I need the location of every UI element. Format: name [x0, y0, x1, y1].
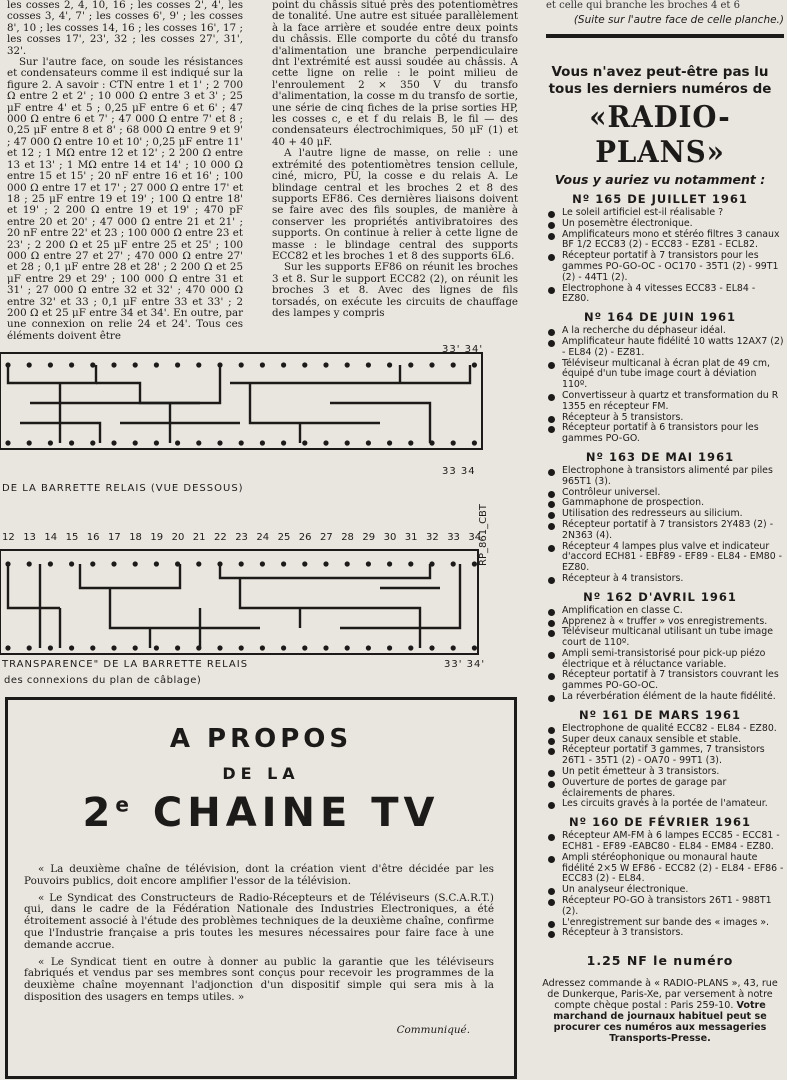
terminal-number: 29 [362, 532, 376, 543]
continued-note: (Suite sur l'autre face de celle planche.) [573, 14, 784, 26]
list-item: Ampli semi-transistorisé pour pick-up piézo électrique et à réluctance variable. [548, 649, 784, 671]
terminal-label-top: 33' 34' [442, 344, 484, 355]
terminal-pin [48, 645, 53, 650]
terminal-pin [69, 645, 74, 650]
issue-title: Nº 162 D'AVRIL 1961 [583, 589, 737, 604]
terminal-pin [323, 362, 328, 367]
terminal-number: 19 [150, 532, 164, 543]
list-item: Gammaphone de prospection. [548, 498, 784, 509]
paragraph: point du châssis situé près des potentiomètres de tonalité. Une autre est située parallèlement à la face arrière et soudée entre deux points du châssis. Elle comporte du côté du transfo d'alimentation une branche perpendiculaire dnt l'extrémité est aussi soudée au châssis. A cette ligne on relie : le point milieu de l'enroulement 2 × 350 V du transfo d'alimentation, la cosse m du transfo de sortie, une série de cinq fiches de la prise sorties HP, les cosses c, e et f du relais B, le fil — des condensateurs électrochimiques, 50 μF (1) et 40 + 40 μF. [272, 0, 518, 148]
terminal-pin [90, 440, 95, 445]
terminal-pin [175, 362, 180, 367]
list-item: Un posemètre électronique. [548, 219, 784, 230]
terminal-number: 26 [298, 532, 312, 543]
terminal-pin [5, 440, 10, 445]
terminal-pin [48, 362, 53, 367]
list-item: Le soleil artificiel est-il réalisable ? [548, 208, 784, 219]
terminal-pin [260, 561, 265, 566]
terminal-pin [154, 440, 159, 445]
terminal-number: 21 [192, 532, 206, 543]
terminal-pin [111, 362, 116, 367]
list-item: Récepteur 4 lampes plus valve et indicateur d'accord ECH81 - EBF89 - EF89 - EL84 - EM80 - EZ80. [548, 542, 784, 574]
wire [96, 365, 220, 403]
terminal-pin [281, 561, 286, 566]
diagram-caption-connections: des connexions du plan de câblage) [4, 675, 202, 686]
terminal-label-bottom: 33 34 [442, 466, 476, 477]
ordinal-suffix: e [115, 792, 134, 817]
list-item: L'enregistrement sur bande des « images ». [548, 918, 784, 929]
terminal-pin [90, 645, 95, 650]
terminal-pin [133, 440, 138, 445]
terminal-pin [69, 440, 74, 445]
terminal-pin [27, 645, 32, 650]
terminal-pin [175, 440, 180, 445]
list-item: A la recherche du déphaseur idéal. [548, 326, 784, 337]
terminal-number: 20 [171, 532, 185, 543]
terminal-pin [27, 440, 32, 445]
terminal-pin [345, 362, 350, 367]
terminal-label-transparency: 33' 34' [444, 659, 486, 670]
terminal-pin [133, 561, 138, 566]
wire [230, 365, 470, 383]
notice-title-main: CHAINE TV [152, 790, 440, 836]
ad-title: «RADIO-PLANS» [589, 100, 731, 170]
terminal-pin [133, 362, 138, 367]
issue-items [536, 326, 784, 445]
terminal-pin [281, 362, 286, 367]
figure-reference: RP_861_CBT [478, 503, 489, 566]
list-item: Un analyseur électronique. [548, 885, 784, 896]
terminal-pin [239, 440, 244, 445]
terminal-pin [154, 645, 159, 650]
order-info [536, 978, 784, 1044]
wire [8, 365, 96, 383]
terminal-number: 14 [44, 532, 58, 543]
terminal-pin [366, 362, 371, 367]
diagram-caption-transparency: TRANSPARENCE" DE LA BARRETTE RELAIS [2, 659, 249, 670]
list-item: Téléviseur multicanal utilisant un tube image court de 110º. [548, 627, 784, 649]
terminal-pin [196, 440, 201, 445]
ordinal-number: 2 [82, 790, 116, 836]
order-note: Votre marchand de journaux habituel peut se procurer ces numéros aux messageries Transports-Presse. [553, 1000, 767, 1045]
terminal-pin [451, 362, 456, 367]
terminal-number: 33 [447, 532, 460, 543]
terminal-number: 18 [129, 532, 142, 543]
notice-body [24, 864, 494, 1009]
list-item: Ampli stéréophonique ou monaural haute fidélité 2×5 W EF86 - ECC82 (2) - EL84 - EF86 - ECC83 (2) - EL84. [548, 853, 784, 885]
notice-title-line1: A PROPOS [169, 724, 353, 754]
terminal-pin [260, 362, 265, 367]
list-item: Super deux canaux sensible et stable. [548, 735, 784, 746]
notice-title-line2: DE LA [222, 764, 300, 783]
terminal-pin [323, 561, 328, 566]
terminal-pin [69, 362, 74, 367]
ad-subtitle: Vous y auriez vu notamment : [554, 172, 766, 187]
list-item: Amplificateurs mono et stéréo filtres 3 canaux BF 1/2 ECC83 (2) - ECC83 - EZ81 - ECL82. [548, 230, 784, 252]
terminal-number: 28 [341, 532, 354, 543]
terminal-pin [239, 645, 244, 650]
list-item: Un petit émetteur à 3 transistors. [548, 767, 784, 778]
terminal-pin [302, 440, 307, 445]
divider [546, 34, 784, 38]
terminal-number: 15 [65, 532, 79, 543]
terminal-number: 31 [404, 532, 418, 543]
terminal-pin [366, 561, 371, 566]
terminal-pin [408, 362, 413, 367]
paragraph: Sur les supports EF86 on réunit les broches 3 et 8. Sur le support ECC82 (2), on réunit les broches 3 et 8. Avec des lignes de fils torsadés, on exécute les circuits de chauffage des lampes y compris [272, 261, 518, 319]
terminal-pin [451, 440, 456, 445]
terminal-pin [451, 561, 456, 566]
list-item: Récepteur portatif à 7 transistors pour les gammes PO-GO-OC - OC170 - 35T1 (2) - 99T1 (2) - 44T1 (2). [548, 251, 784, 283]
terminal-pin [429, 645, 434, 650]
terminal-number: 16 [86, 532, 100, 543]
list-item: Apprenez à « truffer » vos enregistrements. [548, 617, 784, 628]
terminal-pin [260, 440, 265, 445]
notice-title-line3 [8, 790, 514, 836]
terminal-number: 22 [214, 532, 227, 543]
terminal-pin [111, 645, 116, 650]
relay-strip-diagram-bottom [0, 548, 484, 662]
advertisement-column [536, 0, 784, 1044]
terminal-pin [429, 362, 434, 367]
terminal-pin [154, 561, 159, 566]
paragraph: « Le Syndicat tient en outre à donner au public la garantie que les téléviseurs fabriqués et vendus par ses membres sont conçus pour recevoir les programmes de la deuxième chaîne moyennant l'adjonction d'un dispositif simple qui sera mis à la disposition des usagers en temps utiles. » [24, 955, 494, 1003]
list-item: Récepteur à 3 transistors. [548, 928, 784, 939]
relay-strip-diagram-top [0, 343, 484, 457]
terminal-pin [217, 645, 222, 650]
terminal-pin [408, 561, 413, 566]
terminal-pin [451, 645, 456, 650]
paragraph: « Le Syndicat des Constructeurs de Radio-Récepteurs et de Téléviseurs (S.C.A.R.T.) qui, dans le cadre de la Fédération Nationale des Industries Electroniques, a été étroitement associé à l'étude des problèmes techniques de la deuxième chaîne, confirme que l'Industrie française a pris toutes les mesures nécessaires pour faire face à une demande accrue. [24, 891, 494, 951]
list-item: Amplificateur haute fidélité 10 watts 12AX7 (2) - EL84 (2) - EZ81. [548, 337, 784, 359]
list-item: Récepteur AM-FM à 6 lampes ECC85 - ECC81 - ECH81 - EF89 -EABC80 - EL84 - EM84 - EZ80. [548, 831, 784, 853]
terminal-number: 32 [426, 532, 439, 543]
notice-signature: Communiqué. [396, 1024, 470, 1036]
terminal-pin [27, 561, 32, 566]
terminal-pin [48, 561, 53, 566]
terminal-pin [387, 645, 392, 650]
terminal-pin [90, 362, 95, 367]
terminal-pin [133, 645, 138, 650]
terminal-number: 12 [2, 532, 15, 543]
issue-list [536, 192, 784, 939]
list-item: Récepteur portatif à 7 transistors couvrant les gammes PO-GO-OC. [548, 670, 784, 692]
issue-title: Nº 163 DE MAI 1961 [585, 449, 735, 464]
terminal-number: 24 [256, 532, 270, 543]
terminal-pin [472, 561, 477, 566]
price: 1.25 NF le numéro [586, 953, 734, 969]
terminal-pin [408, 440, 413, 445]
terminal-pin [345, 645, 350, 650]
terminal-pin [302, 645, 307, 650]
terminal-pin [196, 362, 201, 367]
terminal-pin [323, 645, 328, 650]
terminal-number: 13 [23, 532, 36, 543]
order-address: Adressez commande à « RADIO-PLANS », 43, rue de Dunkerque, Paris-Xe, par versement à notre compte chèque postal : Paris 259-10. [542, 978, 778, 1012]
issue-title: Nº 165 DE JUILLET 1961 [572, 192, 748, 206]
list-item: Electrophone à transistors alimenté par piles 965T1 (3). [548, 466, 784, 488]
terminal-pin [175, 645, 180, 650]
terminal-pin [48, 440, 53, 445]
list-item: Téléviseur multicanal à écran plat de 49 cm, équipé d'un tube image court à déviation 110º. [548, 359, 784, 391]
terminal-pin [217, 440, 222, 445]
terminal-pin [345, 440, 350, 445]
terminal-pin [111, 561, 116, 566]
terminal-number: 27 [320, 532, 333, 543]
issue-items [536, 724, 784, 810]
terminal-pin [281, 440, 286, 445]
wire [8, 564, 60, 608]
terminal-pin [239, 561, 244, 566]
list-item: Electrophone de qualité ECC82 - EL84 - EZ80. [548, 724, 784, 735]
terminal-number: 25 [277, 532, 291, 543]
wire [110, 588, 260, 628]
list-item: Récepteur à 5 transistors. [548, 413, 784, 424]
paragraph: « La deuxième chaîne de télévision, dont la création vient d'être décidée par les Pouvoirs publics, doit encore amplifier l'essor de la télévision. [24, 863, 494, 887]
terminal-pin [302, 561, 307, 566]
article-column-left [7, 0, 243, 342]
list-item: Convertisseur à quartz et transformation du R 1355 en récepteur FM. [548, 391, 784, 413]
terminal-pin [387, 561, 392, 566]
list-item: Récepteur portatif 3 gammes, 7 transistors 26T1 - 35T1 (2) - OA70 - 99T1 (3). [548, 745, 784, 767]
list-item: Contrôleur universel. [548, 488, 784, 499]
terminal-pin [27, 362, 32, 367]
issue-items [536, 606, 784, 703]
notice-box [5, 697, 517, 1079]
terminal-pin [408, 645, 413, 650]
terminal-pin [387, 440, 392, 445]
paragraph: les cosses 2, 4, 10, 16 ; les cosses 2', 4', les cosses 3, 4', 7' ; les cosses 6', 9' ; les cosses 8', 10 ; les cosses 14, 16 ; les cosses 16', 17 ; les cosses 17', 23', 32 ; les cosses 27', 31', 32'. [7, 0, 243, 57]
issue-title: Nº 161 DE MARS 1961 [578, 707, 742, 722]
terminal-pin [472, 440, 477, 445]
diagram-caption-underside: DE LA BARRETTE RELAIS (VUE DESSOUS) [2, 483, 244, 494]
top-right-fragment: et celle qui branche les broches 4 et 6 [546, 0, 740, 11]
issue-items [536, 466, 784, 585]
issue-title: Nº 160 DE FÉVRIER 1961 [569, 815, 751, 830]
list-item: Electrophone à 4 vitesses ECC83 - EL84 - EZ80. [548, 284, 784, 306]
list-item: Ouverture de portes de garage par éclairements de phares. [548, 778, 784, 800]
wire [80, 564, 180, 588]
list-item: La réverbération élément de la haute fidélité. [548, 692, 784, 703]
wire [340, 564, 460, 628]
terminal-pin [111, 440, 116, 445]
issue-items [536, 831, 784, 939]
list-item: Les circuits gravés à la portée de l'amateur. [548, 799, 784, 810]
list-item: Récepteur à 4 transistors. [548, 574, 784, 585]
terminal-pin [154, 362, 159, 367]
terminal-pin [196, 561, 201, 566]
terminal-pin [323, 440, 328, 445]
terminal-number: 34 [468, 532, 482, 543]
terminal-pin [69, 561, 74, 566]
terminal-pin [366, 645, 371, 650]
paragraph: Sur l'autre face, on soude les résistances et condensateurs comme il est indiqué sur la figure 2. A savoir : CTN entre 1 et 1' ; 2 700 Ω entre 2 et 2' ; 10 000 Ω entre 3 et 3' ; 25 μF entre 4' et 5 ; 0,25 μF entre 6 et 6' ; 47 000 Ω entre 6 et 7' ; 47 000 Ω entre 7' et 8 ; 0,25 μF entre 8 et 8' ; 68 000 Ω entre 9 et 9' ; 47 000 Ω entre 10 et 10' ; 0,25 μF entre 11' et 12 ; 1 MΩ entre 12 et 12' ; 2 200 Ω entre 13 et 13' ; 1 MΩ entre 14 et 14' ; 10 000 Ω entre 15 et 15' ; 20 nF entre 16 et 16' ; 100 000 Ω entre 17 et 17' ; 27 000 Ω entre 17' et 18 ; 25 μF entre 19 et 19' ; 100 Ω entre 18' et 19' ; 2 200 Ω entre 19 et 19' ; 470 pF entre 20 et 20' ; 47 000 Ω entre 21 et 21' ; 20 nF entre 22' et 23 ; 100 000 Ω entre 23 et 23' ; 2 200 Ω et 25 μF entre 25 et 25' ; 100 000 Ω entre 27 et 27' ; 470 000 Ω entre 27' et 28 ; 0,1 μF entre 28 et 28' ; 2 200 Ω et 25 μF entre 29 et 29' ; 100 000 Ω entre 31 et 31' ; 27 000 Ω entre 32 et 32' ; 470 000 Ω entre 32' et 33 ; 0,1 μF entre 33 et 33' ; 2 200 Ω et 25 μF entre 34 et 34'. En outre, par une connexion on relie 24 et 24'. Tous ces éléments doivent être [7, 56, 243, 342]
terminal-pin [260, 645, 265, 650]
terminal-pin [366, 440, 371, 445]
list-item: Récepteur portatif à 6 transistors pour les gammes PO-GO. [548, 423, 784, 445]
ad-heading: Vous n'avez peut-être pas lu tous les derniers numéros de [548, 64, 772, 97]
paragraph: A l'autre ligne de masse, on relie : une extrémité des potentiomètres tension cellule, ciné, micro, PU, la cosse e du relais A. Le blindage central et les broches 2 et 8 des supports EF86. Ces dernières liaisons doivent se faire avec des fils souples, de manière à conserver les propriétés antivibratoires des supports. On continue à relier à cette ligne de masse : le blindage central des supports ECC82 et les broches 1 et 8 des supports 6L6. [272, 147, 518, 262]
article-column-middle [272, 0, 518, 319]
terminal-pin [281, 645, 286, 650]
terminal-number: 17 [108, 532, 121, 543]
terminal-pin [472, 362, 477, 367]
terminal-pin [302, 362, 307, 367]
issue-title: Nº 164 DE JUIN 1961 [583, 310, 737, 325]
terminal-pin [472, 645, 477, 650]
list-item: Récepteur portatif à 7 transistors 2Y483 (2) - 2N363 (4). [548, 520, 784, 542]
terminal-pin [345, 561, 350, 566]
terminal-pin [90, 561, 95, 566]
terminal-pin [239, 362, 244, 367]
issue-items [536, 208, 784, 305]
terminal-number: 23 [235, 532, 248, 543]
terminal-pin [5, 645, 10, 650]
list-item: Utilisation des redresseurs au silicium. [548, 509, 784, 520]
list-item: Amplification en classe C. [548, 606, 784, 617]
terminal-number: 30 [383, 532, 397, 543]
list-item: Récepteur PO-GO à transistors 26T1 - 988T1 (2). [548, 896, 784, 918]
terminal-pin [387, 362, 392, 367]
